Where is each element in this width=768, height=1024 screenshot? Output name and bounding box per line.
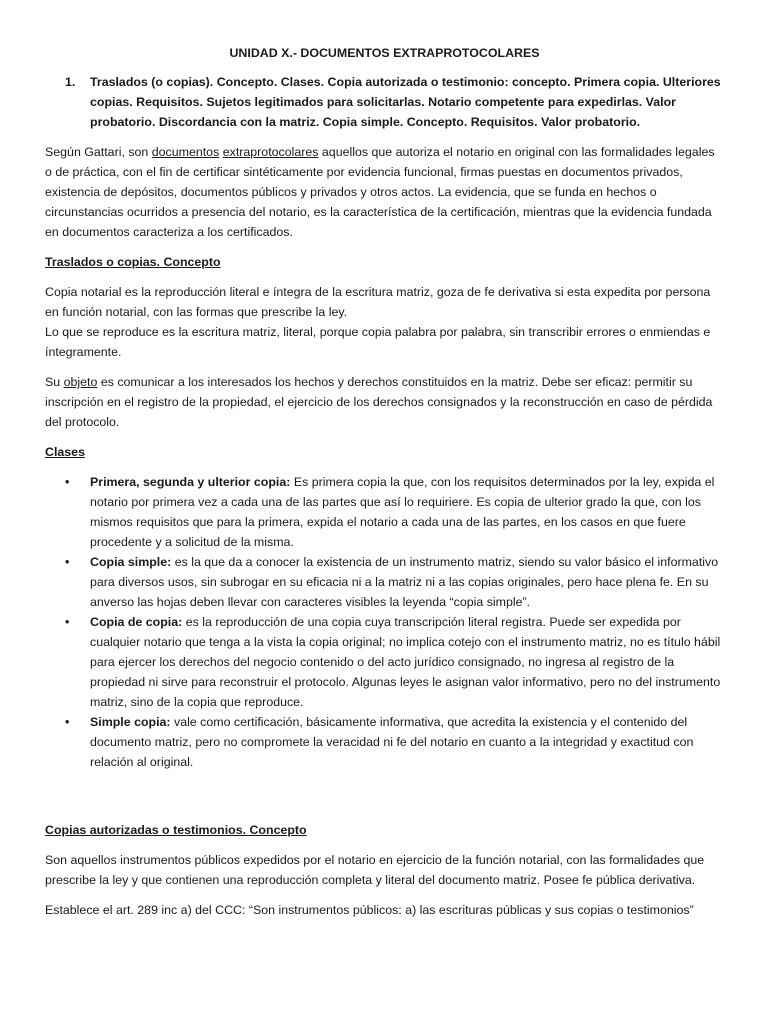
- word-extraprotocolares: extraprotocolares: [222, 145, 319, 159]
- intro-pre: Según Gattari, son: [45, 145, 152, 159]
- bullet: •: [65, 615, 70, 629]
- word-documentos: documentos: [151, 145, 220, 159]
- list-item: [45, 472, 724, 552]
- item-term: Simple copia:: [90, 715, 171, 729]
- list-item: [45, 712, 724, 772]
- testimonios-paragraph-1: Son aquellos instrumentos públicos expedidos por el notario en ejercicio de la función notarial, con las formalidades que prescribe la ley y que contienen una reproducción completa y literal del documento matriz. Posee fe pública derivativa.: [45, 853, 705, 887]
- objeto-pre: Su: [45, 375, 64, 389]
- item-term: Copia de copia:: [90, 615, 183, 629]
- item-text: vale como certificación, básicamente informativa, que acredita la existencia y el contenido del documento matriz, pero no compromete la veracidad ni fe del notario en cuanto a la integridad y exactitud con relación al original.: [90, 715, 694, 769]
- heading-testimonios: Copias autorizadas o testimonios. Concepto: [45, 823, 307, 837]
- bullet: •: [65, 475, 70, 489]
- word-objeto: objeto: [63, 375, 98, 389]
- testimonios-paragraph-2: Establece el art. 289 inc a) del CCC: “Son instrumentos públicos: a) las escrituras públicas y sus copias o testimonios”: [45, 903, 694, 917]
- item-text: es la reproducción de una copia cuya transcripción literal registra. Puede ser expedida por cualquier notario que tenga a la vista la copia original; no implica cotejo con el instrumento matriz, no es título hábil para ejercer los derechos del negocio contenido o del acto jurídico consignado, no ingresa al registro de la propiedad ni sirve para reconstruir el protocolo. Algunas leyes le asignan valor informativo, pero no del instrumento matriz, sino de la copia que reproduce.: [90, 615, 721, 709]
- concepto-paragraph-1: [45, 282, 724, 362]
- item-number: 1.: [65, 75, 76, 89]
- item-text: Es primera copia la que, con los requisitos determinados por la ley, expida el notario por primera vez a cada una de las partes que así lo requiriere. Es copia de ulterior grado la que, con los mismos requisitos que para la primera, expida el notario a cada una de las partes, en los casos en que fuere procedente y a solicitud de la misma.: [90, 475, 715, 549]
- spacer: [45, 772, 724, 820]
- item-term: Copia simple:: [90, 555, 172, 569]
- objeto-post: es comunicar a los interesados los hechos y derechos constituidos en la matriz. Debe ser eficaz: permitir su inscripción en el registro de la propiedad, el ejercicio de los derechos consignados y la reconstrucción en caso de pérdida del protocolo.: [45, 375, 713, 429]
- concepto-line-2: Lo que se reproduce es la escritura matriz, literal, porque copia palabra por palabra, sin transcribir errores o enmiendas e íntegramente.: [45, 325, 711, 359]
- item-text: Traslados (o copias). Concepto. Clases. Copia autorizada o testimonio: concepto. Primera copia. Ulteriores copias. Requisitos. Sujetos legitimados para solicitarlas. Notario competente para expedirlas. Valor probatorio. Discordancia con la matriz. Copia simple. Concepto. Requisitos. Valor probatorio.: [90, 75, 721, 129]
- intro-paragraph: [45, 142, 724, 242]
- list-item: [45, 552, 724, 612]
- item-term: Primera, segunda y ulterior copia:: [90, 475, 291, 489]
- bullet: •: [65, 555, 70, 569]
- heading-clases: Clases: [45, 445, 85, 459]
- concepto-paragraph-2: [45, 372, 724, 432]
- clases-list: [45, 472, 724, 772]
- list-item: [45, 612, 724, 712]
- item-text: es la que da a conocer la existencia de un instrumento matriz, siendo su valor básico el informativo para diversos usos, sin subrogar en su eficacia ni a la matriz ni a las copias originales, pero hace plena fe. En su anverso las hojas deben llevar con caracteres visibles la leyenda “copia simple”.: [90, 555, 719, 609]
- bullet: •: [65, 715, 70, 729]
- numbered-item-1: [45, 72, 724, 132]
- document-title: UNIDAD X.- DOCUMENTOS EXTRAPROTOCOLARES: [229, 46, 540, 60]
- heading-concepto: Traslados o copias. Concepto: [45, 255, 221, 269]
- concepto-line-1: Copia notarial es la reproducción literal e íntegra de la escritura matriz, goza de fe derivativa si esta expedita por persona en función notarial, con las formas que prescribe la ley.: [45, 285, 711, 319]
- intro-post: aquellos que autoriza el notario en original con las formalidades legales o de práctica, con el fin de certificar sintéticamente por evidencia funcional, firmas puestas en documentos privados, existencia de depósitos, documentos públicos y privados y otros actos. La evidencia, que se funda en hechos o circunstancias ocurridos a presencia del notario, es la característica de la certificación, mientras que la evidencia fundada en documentos caracteriza a los certificados.: [45, 145, 715, 239]
